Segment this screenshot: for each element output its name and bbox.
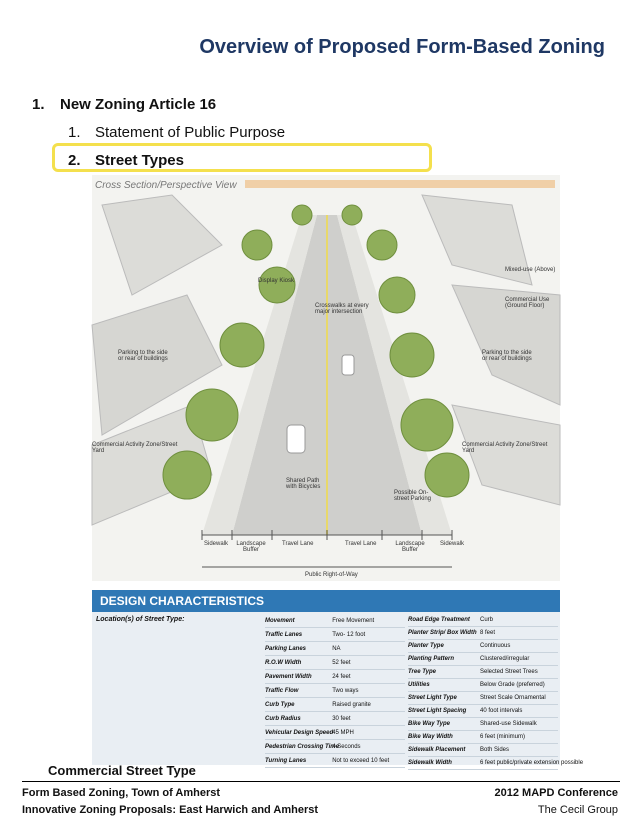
- design-table-key: Curb Type: [265, 701, 295, 708]
- design-table-row: [408, 640, 558, 653]
- label-mixed-use: Mixed-use (Above): [505, 267, 556, 273]
- footer-right-line-1: 2012 MAPD Conference: [494, 787, 618, 799]
- label-display-kiosk: Display Kiosk: [258, 278, 295, 284]
- design-table-key: Tree Type: [408, 669, 437, 675]
- section-label: Landscape Buffer: [236, 541, 266, 553]
- footer-left-line-1: Form Based Zoning, Town of Amherst: [22, 787, 220, 799]
- design-table-key: R.O.W Width: [265, 659, 302, 666]
- design-table-row: [265, 670, 405, 684]
- design-table-key: Planter Strip/ Box Width: [408, 630, 477, 636]
- design-table-value: Curb: [480, 617, 494, 623]
- design-table-left-column: [265, 614, 405, 768]
- figure-header-bar: [245, 180, 555, 188]
- label-on-street-parking: Possible On-street Parking: [394, 490, 432, 502]
- design-table-row: [265, 712, 405, 726]
- design-table-value: Both Sides: [480, 747, 510, 753]
- design-table-row: [265, 656, 405, 670]
- design-table-row: [408, 718, 558, 731]
- design-table-key: Sidewalk Placement: [408, 747, 466, 753]
- design-table-key: Curb Radius: [265, 715, 301, 722]
- street-perspective-illustration: [92, 175, 560, 581]
- outline-subitem-2-number: 2.: [68, 152, 81, 169]
- design-table-key: Bike Way Width: [408, 734, 453, 740]
- footer-left-line-2: Innovative Zoning Proposals: East Harwich and Amherst: [22, 804, 319, 816]
- outline-subitem-1-number: 1.: [68, 124, 81, 141]
- design-table-value: Selected Street Trees: [480, 669, 538, 675]
- design-table-value: 45 MPH: [332, 729, 354, 736]
- design-table-value: 4 Seconds: [332, 743, 361, 750]
- design-table-key: Traffic Lanes: [265, 631, 303, 638]
- design-table-value: 30 feet: [332, 715, 351, 722]
- label-commercial-activity-right: Commercial Activity Zone/Street Yard: [462, 442, 548, 454]
- footer-divider: [22, 781, 620, 782]
- design-table-row: [265, 628, 405, 642]
- design-table-value: NA: [332, 645, 341, 652]
- design-table-key: Turning Lanes: [265, 757, 307, 764]
- section-label: Sidewalk: [204, 541, 229, 547]
- row-label: Public Right-of-Way: [305, 572, 358, 578]
- design-table-value: Continuous: [480, 643, 511, 649]
- design-table-row: [265, 740, 405, 754]
- label-commercial-activity-left: Commercial Activity Zone/Street Yard: [92, 442, 178, 454]
- design-table-row: [408, 744, 558, 757]
- design-characteristics-header: DESIGN CHARACTERISTICS: [100, 594, 265, 608]
- design-table-row: [265, 614, 405, 628]
- outline-item-1-number: 1.: [32, 96, 45, 113]
- outline-subitem-2: [68, 152, 184, 169]
- figure-caption: Commercial Street Type: [48, 763, 196, 778]
- section-label: Sidewalk: [440, 541, 465, 547]
- design-table-value: 8 feet: [480, 630, 496, 636]
- design-table-key: Road Edge Treatment: [408, 617, 470, 623]
- design-table-key: Pavement Width: [265, 673, 312, 680]
- label-shared-path: Shared Path with Bicycles: [286, 478, 321, 490]
- outline-subitem-1: [68, 124, 285, 141]
- design-table-key: Bike Way Type: [408, 721, 451, 727]
- design-table-value: 40 foot intervals: [480, 708, 523, 714]
- design-table-row: [408, 731, 558, 744]
- design-table-row: [408, 705, 558, 718]
- design-table-key: Movement: [265, 617, 295, 624]
- label-parking-right: Parking to the side or rear of buildings: [482, 350, 532, 362]
- design-table-key: Planting Pattern: [408, 656, 455, 662]
- design-table-value: Shared-use Sidewalk: [480, 721, 537, 727]
- design-table-row: [408, 692, 558, 705]
- design-table-value: Free Movement: [332, 617, 375, 624]
- outline-subitem-1-label: Statement of Public Purpose: [95, 124, 286, 141]
- outline-subitem-2-label: Street Types: [95, 152, 184, 169]
- figure-header: Cross Section/Perspective View: [95, 180, 237, 191]
- outline-item-1: [32, 96, 216, 113]
- design-table-value: 6 feet public/private extension possible: [480, 760, 584, 766]
- design-table-right-column: [408, 614, 584, 770]
- design-table-value: Two- 12 foot: [332, 631, 366, 638]
- design-table-value: Clustered/irregular: [480, 656, 530, 662]
- design-table-key: Vehicular Design Speed: [265, 729, 334, 736]
- design-table-row: [408, 627, 558, 640]
- page-title: Overview of Proposed Form-Based Zoning: [199, 36, 605, 58]
- design-table-value: Two ways: [332, 687, 359, 694]
- footer-right-line-2: The Cecil Group: [537, 804, 618, 816]
- design-table-row: [265, 698, 405, 712]
- design-table-value: 52 feet: [332, 659, 351, 666]
- design-table-value: Not to exceed 10 feet: [332, 757, 390, 764]
- design-table-value: 6 feet (minimum): [480, 734, 526, 740]
- label-commercial-use: Commercial Use (Ground Floor): [505, 297, 550, 309]
- design-table-row: [408, 666, 558, 679]
- design-table-value: Below Grade (preferred): [480, 682, 545, 688]
- label-crosswalks: Crosswalks at every major intersection: [315, 303, 369, 315]
- design-table-row: [265, 726, 405, 740]
- design-table-row: [265, 754, 405, 768]
- design-table-key: Pedestrian Crossing Time: [265, 743, 339, 750]
- design-table-value: Street Scale Ornamental: [480, 695, 546, 701]
- design-table-key: Utilities: [408, 682, 430, 688]
- design-table-key: Parking Lanes: [265, 645, 307, 652]
- design-table-row: [408, 653, 558, 666]
- label-parking-left: Parking to the side or rear of buildings: [118, 350, 168, 362]
- design-table-row: [408, 757, 584, 770]
- design-table-row: [408, 679, 558, 692]
- design-table-row: [408, 614, 558, 627]
- design-table-value: 24 feet: [332, 673, 351, 680]
- design-table-key: Street Light Type: [408, 695, 457, 701]
- design-table-key: Traffic Flow: [265, 687, 299, 694]
- design-table-value: Raised granite: [332, 701, 371, 708]
- outline-item-1-label: New Zoning Article 16: [60, 96, 217, 113]
- design-table-key: Planter Type: [408, 643, 444, 649]
- design-table-key: Sidewalk Width: [408, 760, 452, 766]
- section-label: Travel Lane: [282, 541, 314, 547]
- design-table-row: [265, 642, 405, 656]
- section-label: Landscape Buffer: [395, 541, 425, 553]
- design-table-key: Street Light Spacing: [408, 708, 467, 714]
- location-title: Location(s) of Street Type:: [96, 616, 185, 623]
- section-label: Travel Lane: [345, 541, 377, 547]
- design-table-row: [265, 684, 405, 698]
